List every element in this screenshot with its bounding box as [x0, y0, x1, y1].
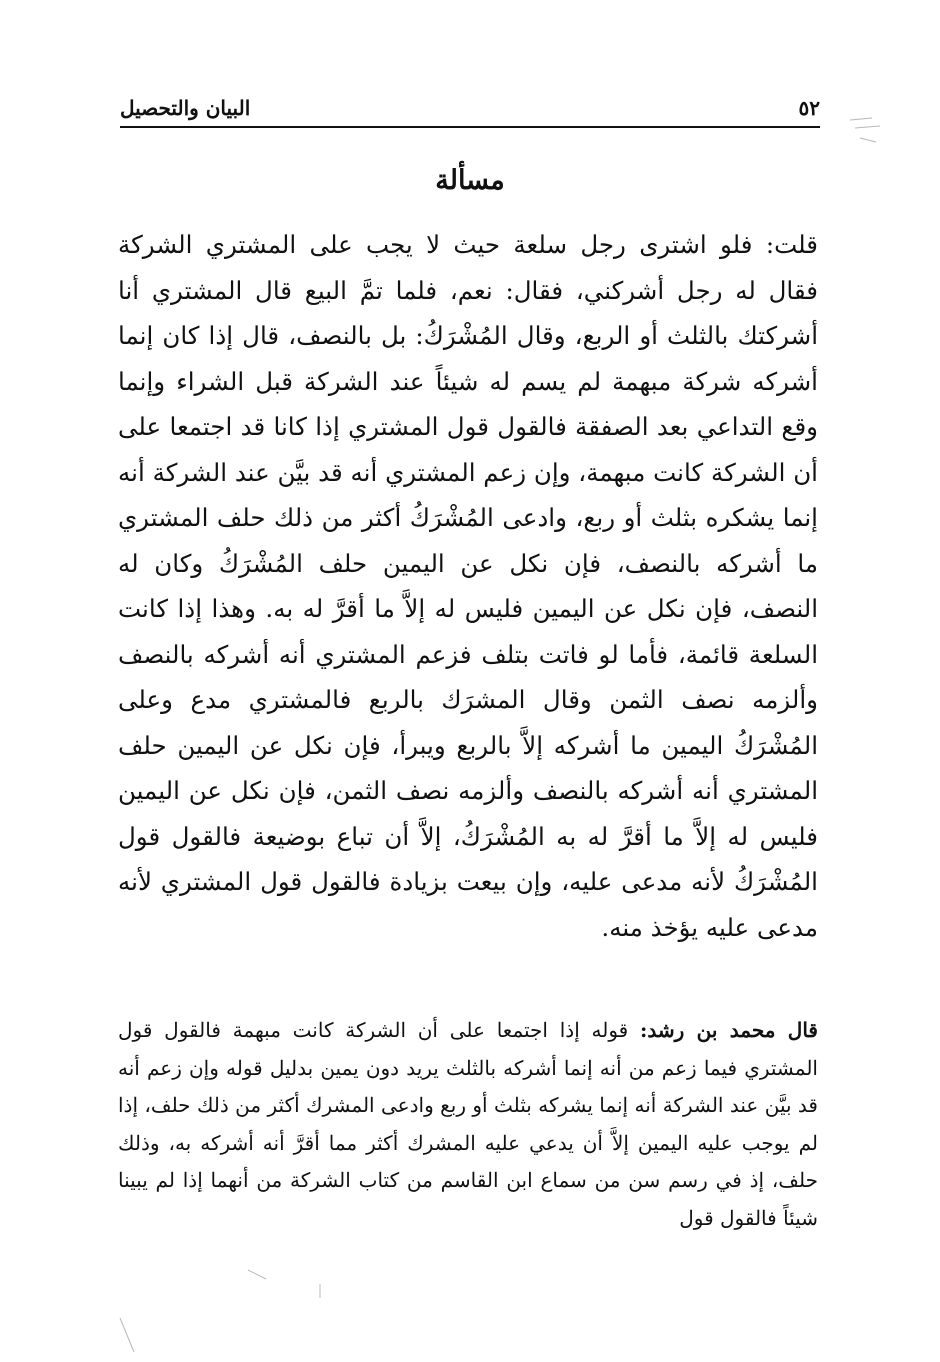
running-title: البيان والتحصيل	[120, 96, 251, 120]
page-number: ٥٢	[798, 96, 820, 120]
main-paragraph-body: فلو اشترى رجل سلعة حيث لا يجب على المشتري الشركة فقال له رجل أشركني، فقال: نعم، فلما تمَّ البيع قال المشتري أنا أشركتك بالثلث أو الربع، وقال المُشْرَكُ: بل بالنصف، قال إذا كان إنما أشركه شركة مبهمة لم يسم له شيئاً عند الشركة قبل الشراء وإنما وقع التداعي بعد الصفقة فالقول قول المشتري إذا كانا قد اجتمعا على أن الشركة كانت مبهمة، وإن زعم المشتري أنه قد بيَّن عند الشركة أنه إنما يشكره بثلث أو ربع، وادعى المُشْرَكُ أكثر من ذلك حلف المشتري ما أشركه بالنصف، فإن نكل عن اليمين حلف المُشْرَكُ وكان له النصف، فإن نكل عن اليمين فليس له إلاَّ ما أقرَّ له به. وهذا إذا كانت السلعة قائمة، فأما لو فاتت بتلف فزعم المشتري أنه أشركه بالنصف وألزمه نصف الثمن وقال المشرَك بالربع فالمشتري مدع وعلى المُشْرَكُ اليمين ما أشركه إلاَّ بالربع ويبرأ، فإن نكل عن اليمين حلف المشتري أنه أشركه بالنصف وألزمه نصف الثمن، فإن نكل عن اليمين فليس له إلاَّ ما أقرَّ له به المُشْرَكُ، إلاَّ أن تباع بوضيعة فالقول قول المُشْرَكُ لأنه مدعى عليه، وإن بيعت بزيادة فالقول قول المشتري لأنه مدعى عليه يؤخذ منه.	[118, 230, 818, 942]
main-paragraph-lead: قلت:	[765, 230, 818, 259]
commentary-body: قوله إذا اجتمعا على أن الشركة كانت مبهمة فالقول قول المشتري فيما زعم من أنه إنما أشركه بالثلث يريد دون يمين بدليل قوله وإن زعم أنه قد بيَّن عند الشركة أنه إنما يشركه بثلث أو ربع وادعى المشرك أكثر من ذلك حلف، إذا لم يوجب عليه اليمين إلاَّ أن يدعي عليه المشرك أكثر مما أقرَّ أنه أشركه به، وذلك حلف، إذ في رسم سن من سماع ابن القاسم من كتاب الشركة من أنهما إذا لم يبينا شيئاً فالقول قول	[118, 1018, 818, 1230]
commentary-speaker: قال محمد بن رشد:	[639, 1018, 818, 1042]
section-title: مسألة	[435, 165, 505, 196]
